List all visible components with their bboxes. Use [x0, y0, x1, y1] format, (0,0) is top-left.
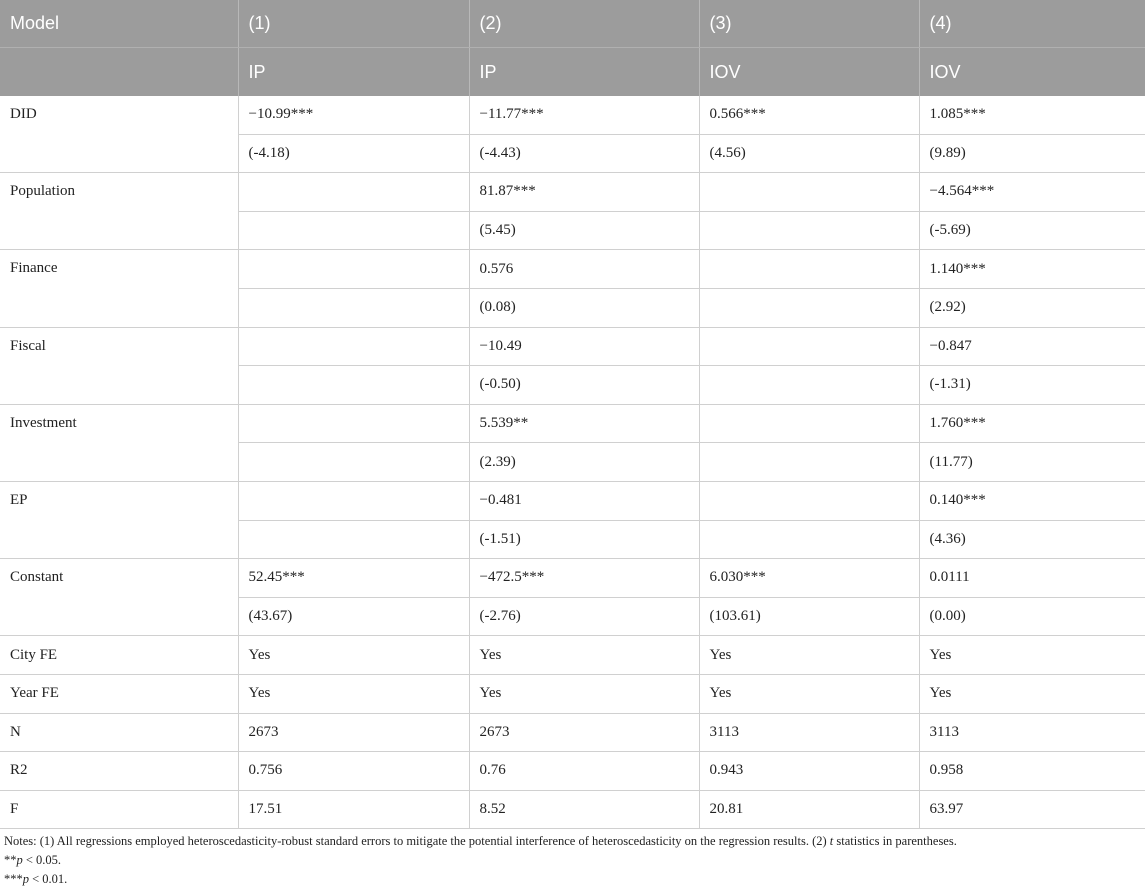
- stat-cell: 3113: [919, 713, 1145, 752]
- coef-cell: −0.481: [469, 481, 699, 520]
- coef-row: [0, 481, 1145, 520]
- variable-name: Constant: [0, 559, 238, 636]
- stat-cell: Yes: [919, 674, 1145, 713]
- tstat-cell: (2.39): [469, 443, 699, 482]
- stat-cell: 63.97: [919, 790, 1145, 829]
- stat-cell: Yes: [469, 636, 699, 675]
- stat-cell: 17.51: [238, 790, 469, 829]
- column-header: (4): [919, 0, 1145, 48]
- table-notes: [4, 832, 1142, 889]
- stat-cell: 2673: [469, 713, 699, 752]
- notes-text: Notes: (1) All regressions employed heteroscedasticity-robust standard errors to mitigate the potential interference of heteroscedasticity on the regression results. (2): [4, 834, 830, 848]
- stat-name: Year FE: [0, 674, 238, 713]
- stat-row: [0, 636, 1145, 675]
- stat-cell: Yes: [238, 674, 469, 713]
- notes-line-2: [4, 851, 1142, 870]
- tstat-cell: (103.61): [699, 597, 919, 636]
- tstat-cell: (11.77): [919, 443, 1145, 482]
- coef-row: [0, 250, 1145, 289]
- coef-cell: [238, 250, 469, 289]
- p-symbol: p: [16, 853, 23, 867]
- coef-cell: [699, 250, 919, 289]
- stat-row: [0, 674, 1145, 713]
- tstat-cell: (43.67): [238, 597, 469, 636]
- tstat-cell: [699, 211, 919, 250]
- tstat-cell: [238, 443, 469, 482]
- header-row-dep-vars: [0, 48, 1145, 97]
- coef-cell: −0.847: [919, 327, 1145, 366]
- coef-cell: [699, 481, 919, 520]
- stat-cell: Yes: [238, 636, 469, 675]
- stat-name: F: [0, 790, 238, 829]
- coef-cell: −4.564***: [919, 173, 1145, 212]
- tstat-cell: (4.36): [919, 520, 1145, 559]
- stat-cell: Yes: [469, 674, 699, 713]
- coef-cell: −11.77***: [469, 96, 699, 134]
- variable-name: Population: [0, 173, 238, 250]
- tstat-cell: (2.92): [919, 288, 1145, 327]
- tstat-cell: (-1.31): [919, 366, 1145, 405]
- coef-cell: 0.0111: [919, 559, 1145, 598]
- t-symbol: t: [829, 834, 834, 848]
- coef-cell: 1.085***: [919, 96, 1145, 134]
- stat-cell: 8.52: [469, 790, 699, 829]
- variable-name: DID: [0, 96, 238, 173]
- stat-cell: 20.81: [699, 790, 919, 829]
- coef-cell: [238, 481, 469, 520]
- stat-cell: Yes: [699, 636, 919, 675]
- column-header: (1): [238, 0, 469, 48]
- variable-name: Investment: [0, 404, 238, 481]
- coef-row: [0, 404, 1145, 443]
- tstat-cell: (-0.50): [469, 366, 699, 405]
- stat-cell: 2673: [238, 713, 469, 752]
- coef-cell: 0.576: [469, 250, 699, 289]
- coef-row: [0, 559, 1145, 598]
- tstat-cell: [699, 520, 919, 559]
- tstat-cell: (0.08): [469, 288, 699, 327]
- coef-cell: −472.5***: [469, 559, 699, 598]
- coef-row: [0, 96, 1145, 134]
- coef-cell: 81.87***: [469, 173, 699, 212]
- variable-name: EP: [0, 481, 238, 558]
- tstat-cell: (5.45): [469, 211, 699, 250]
- tstat-cell: [699, 288, 919, 327]
- tstat-cell: (-4.43): [469, 134, 699, 173]
- p-symbol: p: [22, 872, 29, 886]
- notes-text: < 0.05.: [22, 853, 62, 867]
- coef-cell: −10.49: [469, 327, 699, 366]
- coef-cell: −10.99***: [238, 96, 469, 134]
- notes-text: statistics in parentheses.: [833, 834, 957, 848]
- stat-name: R2: [0, 752, 238, 791]
- coef-cell: 6.030***: [699, 559, 919, 598]
- tstat-cell: [699, 366, 919, 405]
- coef-row: [0, 173, 1145, 212]
- coef-cell: [238, 173, 469, 212]
- coef-cell: 52.45***: [238, 559, 469, 598]
- dep-var-header: IOV: [919, 48, 1145, 97]
- coef-row: [0, 327, 1145, 366]
- column-header: (3): [699, 0, 919, 48]
- tstat-cell: [238, 366, 469, 405]
- stat-row: [0, 713, 1145, 752]
- coef-cell: [699, 327, 919, 366]
- stat-cell: Yes: [919, 636, 1145, 675]
- tstat-cell: [238, 288, 469, 327]
- dep-var-header: IP: [469, 48, 699, 97]
- stat-name: City FE: [0, 636, 238, 675]
- stat-row: [0, 752, 1145, 791]
- coef-cell: 0.140***: [919, 481, 1145, 520]
- tstat-cell: (0.00): [919, 597, 1145, 636]
- coef-cell: 0.566***: [699, 96, 919, 134]
- notes-line-1: [4, 832, 1142, 851]
- significance-stars: **: [4, 853, 17, 867]
- tstat-cell: [238, 520, 469, 559]
- coef-cell: 5.539**: [469, 404, 699, 443]
- stat-cell: 0.958: [919, 752, 1145, 791]
- tstat-cell: (4.56): [699, 134, 919, 173]
- tstat-cell: (-1.51): [469, 520, 699, 559]
- tstat-cell: [238, 211, 469, 250]
- dep-var-header: IP: [238, 48, 469, 97]
- notes-text: < 0.01.: [29, 872, 68, 886]
- stat-cell: 0.76: [469, 752, 699, 791]
- tstat-cell: [699, 443, 919, 482]
- coef-cell: 1.760***: [919, 404, 1145, 443]
- model-header: Model: [0, 0, 238, 48]
- tstat-cell: (9.89): [919, 134, 1145, 173]
- dep-var-header: IOV: [699, 48, 919, 97]
- notes-line-3: [4, 870, 1142, 889]
- coef-cell: [238, 404, 469, 443]
- model-header-blank: [0, 48, 238, 97]
- stat-cell: 0.943: [699, 752, 919, 791]
- variable-name: Fiscal: [0, 327, 238, 404]
- tstat-cell: (-5.69): [919, 211, 1145, 250]
- column-header: (2): [469, 0, 699, 48]
- stat-cell: Yes: [699, 674, 919, 713]
- stat-cell: 0.756: [238, 752, 469, 791]
- tstat-cell: (-2.76): [469, 597, 699, 636]
- stat-row: [0, 790, 1145, 829]
- coef-cell: 1.140***: [919, 250, 1145, 289]
- tstat-cell: (-4.18): [238, 134, 469, 173]
- coef-cell: [238, 327, 469, 366]
- variable-name: Finance: [0, 250, 238, 327]
- stat-name: N: [0, 713, 238, 752]
- stat-cell: 3113: [699, 713, 919, 752]
- significance-stars: ***: [4, 872, 23, 886]
- coef-cell: [699, 173, 919, 212]
- header-row-columns: [0, 0, 1145, 48]
- coef-cell: [699, 404, 919, 443]
